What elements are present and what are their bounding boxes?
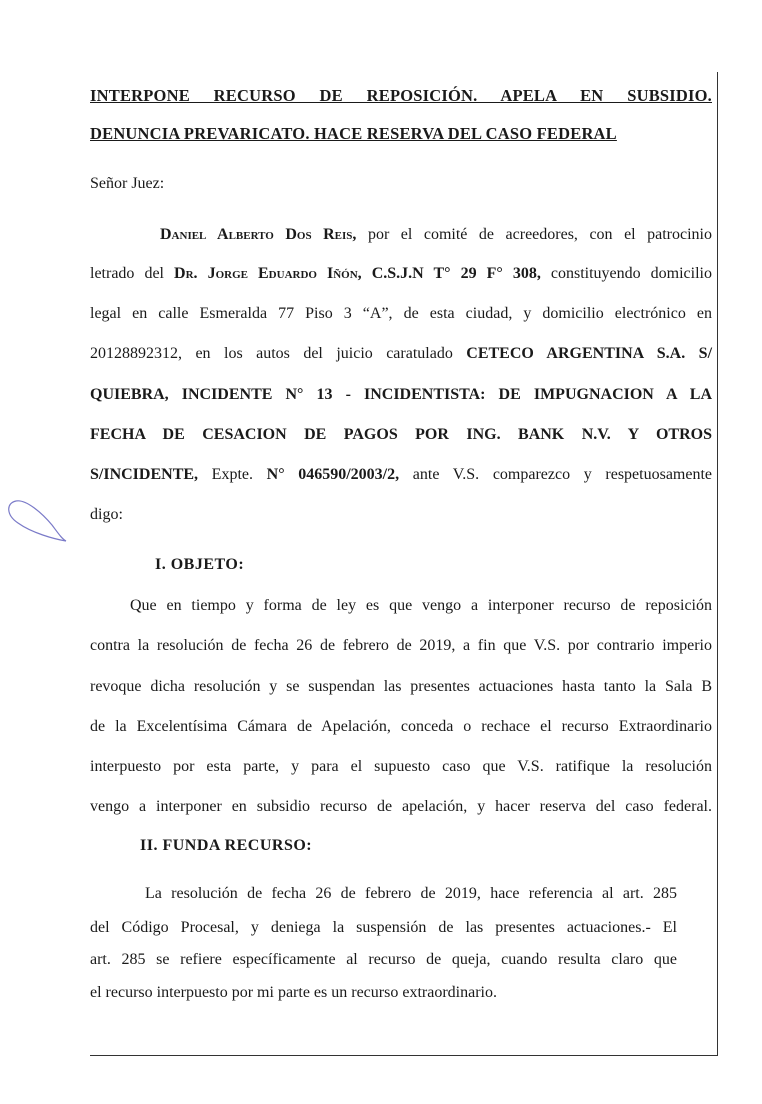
handwritten-mark-icon [2,495,70,545]
intro-line-2 [90,264,712,284]
intro-text-1: por el comité de acreedores, con el patrocinio [356,226,713,243]
heading-line-1: INTERPONE RECURSO DE REPOSICIÓN. APELA EN SUBSIDIO. [90,86,712,105]
section-1-title: I. OBJETO: [155,556,245,573]
section-1-line-3: revoque dicha resolución y se suspendan las presentes actuaciones hasta tanto la Sala B [90,678,712,695]
section-1-line-1: Que en tiempo y forma de ley es que vengo a interponer recurso de reposición [130,597,712,614]
intro-line-3: legal en calle Esmeralda 77 Piso 3 “A”, de esta ciudad, y domicilio electrónico en [90,305,712,322]
intro-text-2a: letrado del [90,265,175,282]
intro-line-8: digo: [90,506,123,523]
intro-text-7a: Expte. [198,466,267,483]
section-2-line-1: La resolución de fecha 26 de febrero de 2019, hace referencia al art. 285 [145,885,677,902]
section-2-line-2: del Código Procesal, y deniega la suspensión de las presentes actuaciones.- El [90,919,677,936]
intro-text-7b: ante V.S. comparezco y respetuosamente [399,466,713,483]
section-2-line-3: art. 285 se refiere específicamente al recurso de queja, cuando resulta claro que [90,951,677,968]
case-title-3: FECHA DE CESACION DE PAGOS POR ING. BANK N.V. Y OTROS [90,426,712,443]
party-name: Daniel Alberto Dos Reis, [160,226,357,243]
intro-text-4a: 20128892312, en los autos del juicio caratulado [90,345,467,362]
heading-line-2: DENUNCIA PREVARICATO. HACE RESERVA DEL CASO FEDERAL [90,124,617,143]
intro-line-1 [160,225,712,245]
intro-line-7 [90,465,712,485]
section-1-line-4: de la Excelentísima Cámara de Apelación, conceda o rechace el recurso Extraordinario [90,718,712,735]
section-1-line-5: interpuesto por esta parte, y para el supuesto caso que V.S. ratifique la resolución [90,758,712,775]
section-2-title: II. FUNDA RECURSO: [140,837,313,854]
section-1-line-2: contra la resolución de fecha 26 de febrero de 2019, a fin que V.S. por contrario imperio [90,637,712,654]
expte-number: N° 046590/2003/2, [266,466,400,483]
section-1-line-6: vengo a interponer en subsidio recurso de apelación, y hacer reserva del caso federal. [90,798,712,815]
case-title-2: QUIEBRA, INCIDENTE N° 13 - INCIDENTISTA: DE IMPUGNACION A LA [90,386,712,403]
case-title-4: S/INCIDENTE, [90,466,199,483]
case-title-1: CETECO ARGENTINA S.A. S/ [466,345,713,362]
lawyer-name: Dr. Jorge Eduardo Iñón, C.S.J.N T° 29 F° 308, [174,265,541,282]
intro-text-2b: constituyendo domicilio [540,265,712,282]
intro-line-4 [90,344,712,364]
right-margin-line [717,72,718,1056]
section-2-line-4: el recurso interpuesto por mi parte es un recurso extraordinario. [90,984,497,1001]
salutation: Señor Juez: [90,175,165,192]
bottom-rule [90,1055,718,1056]
